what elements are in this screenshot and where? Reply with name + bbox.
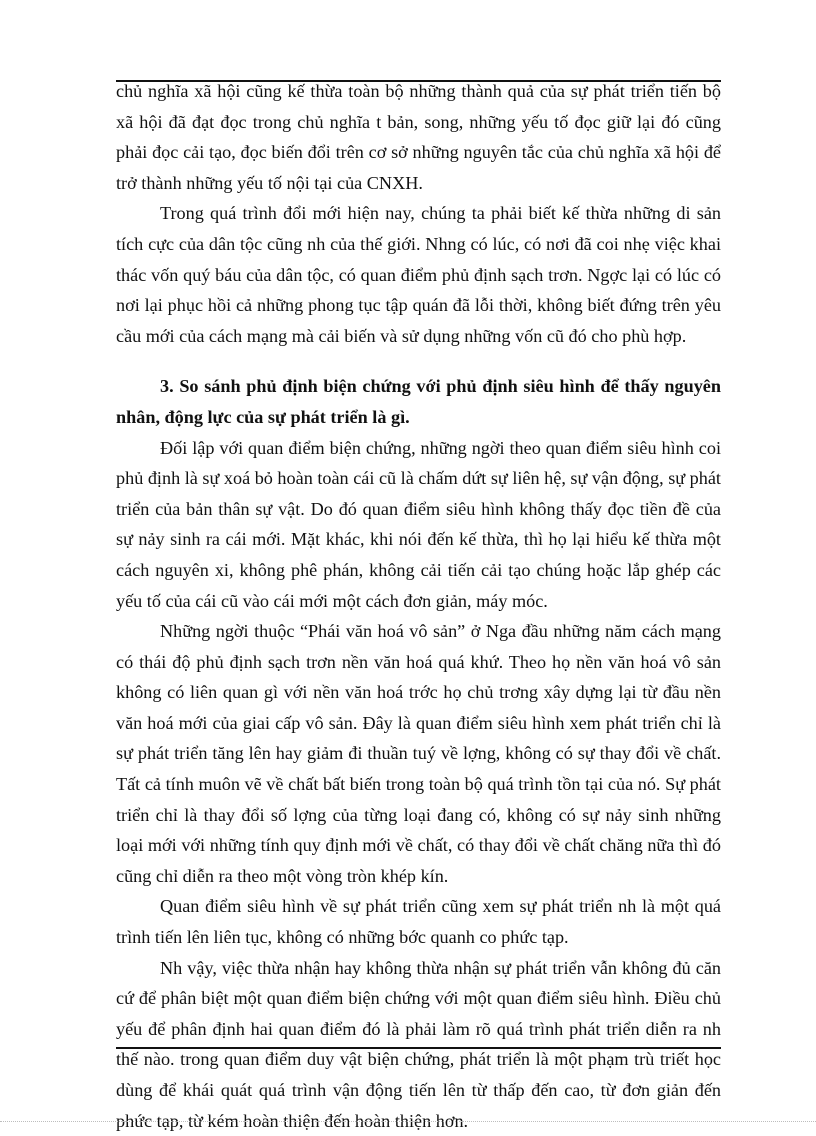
paragraph-metaphysical-negation: Đối lập với quan điểm biện chứng, những ngời theo quan điểm siêu hình coi phủ định là sự xoá bỏ hoàn toàn cái cũ là chấm dứt sự liên hệ, sự vận động, sự phát triển của bản thân sự vật. Do đó quan điểm siêu hình không thấy đọc tiền đề của sự nảy sinh ra cái mới. Mặt khác, khi nói đến kế thừa, thì họ lại hiểu kế thừa một cách nguyên xi, không phê phán, không cải tiến cải tạo chúng hoặc lắp ghép các yếu tố của cái cũ vào cái mới một cách đơn giản, máy móc. [116, 437, 721, 611]
paragraph-renewal: Trong quá trình đổi mới hiện nay, chúng ta phải biết kế thừa những di sản tích cực của dân tộc cũng nh của thế giới. Nhng có lúc, có nơi đã coi nhẹ việc khai thác vốn quý báu của dân tộc, có quan điểm phủ định sạch trơn. Ngợc lại có lúc có nơi lại phục hồi cả những phong tục tập quán đã lỗi thời, không biết đứng trên yêu cầu mới của cách mạng mà cải biến và sử dụng những vốn cũ đó cho phù hợp. [116, 203, 721, 346]
footer-rule [116, 1047, 721, 1049]
page-boundary [0, 1121, 816, 1122]
paragraph-proletarian-culture: Những ngời thuộc “Phái văn hoá vô sản” ở Nga đầu những năm cách mạng có thái độ phủ định sạch trơn nền văn hoá quá khứ. Theo họ nền văn hoá vô sản không có liên quan gì với nền văn hoá trớc họ chủ trơng xây dựng lại từ đầu nền văn hoá mới của giai cấp vô sản. Đây là quan điểm siêu hình xem phát triển chỉ là sự phát triển tăng lên hay giảm đi thuần tuý về lợng, không có sự thay đổi về chất. Tất cả tính muôn vẽ về chất bất biến trong toàn bộ quá trình tồn tại của nó. Sự phát triển chỉ là thay đổi số lợng của từng loại đang có, không có sự nảy sinh những loại mới với những tính quy định mới về chất, có thay đổi về chất chăng nữa thì đó cũng chỉ diễn ra theo một vòng tròn khép kín. [116, 621, 721, 886]
document-body [116, 76, 721, 1136]
paragraph-continuous-progress: Quan điểm siêu hình về sự phát triển cũng xem sự phát triển nh là một quá trình tiến lên liên tục, không có những bớc quanh co phức tạp. [116, 896, 721, 948]
paragraph-development-definition: Nh vậy, việc thừa nhận hay không thừa nhận sự phát triển vẫn không đủ căn cứ để phân biệt một quan điểm biện chứng với một quan điểm siêu hình. Điều chủ yếu để phân định hai quan điểm đó là phải làm rõ quá trình phát triển diễn ra nh thế nào. trong quan điểm duy vật biện chứng, phát triển là một phạm trù triết học dùng để khái quát quá trình vận động tiến lên từ thấp đến cao, từ đơn giản đến phức tạp, từ kém hoàn thiện đến hoàn thiện hơn. [116, 957, 721, 1131]
paragraph-continuation: chủ nghĩa xã hội cũng kế thừa toàn bộ những thành quả của sự phát triển tiến bộ xã hội đã đạt đọc trong chủ nghĩa t bản, song, những yếu tố đọc giữ lại đó cũng phải đọc cải tạo, đọc biến đổi trên cơ sở những nguyên tắc của chủ nghĩa xã hội để trở thành những yếu tố nội tại của CNXH. [116, 81, 721, 193]
section-heading: 3. So sánh phủ định biện chứng với phủ định siêu hình để thấy nguyên nhân, động lực của sự phát triển là gì. [116, 376, 721, 427]
